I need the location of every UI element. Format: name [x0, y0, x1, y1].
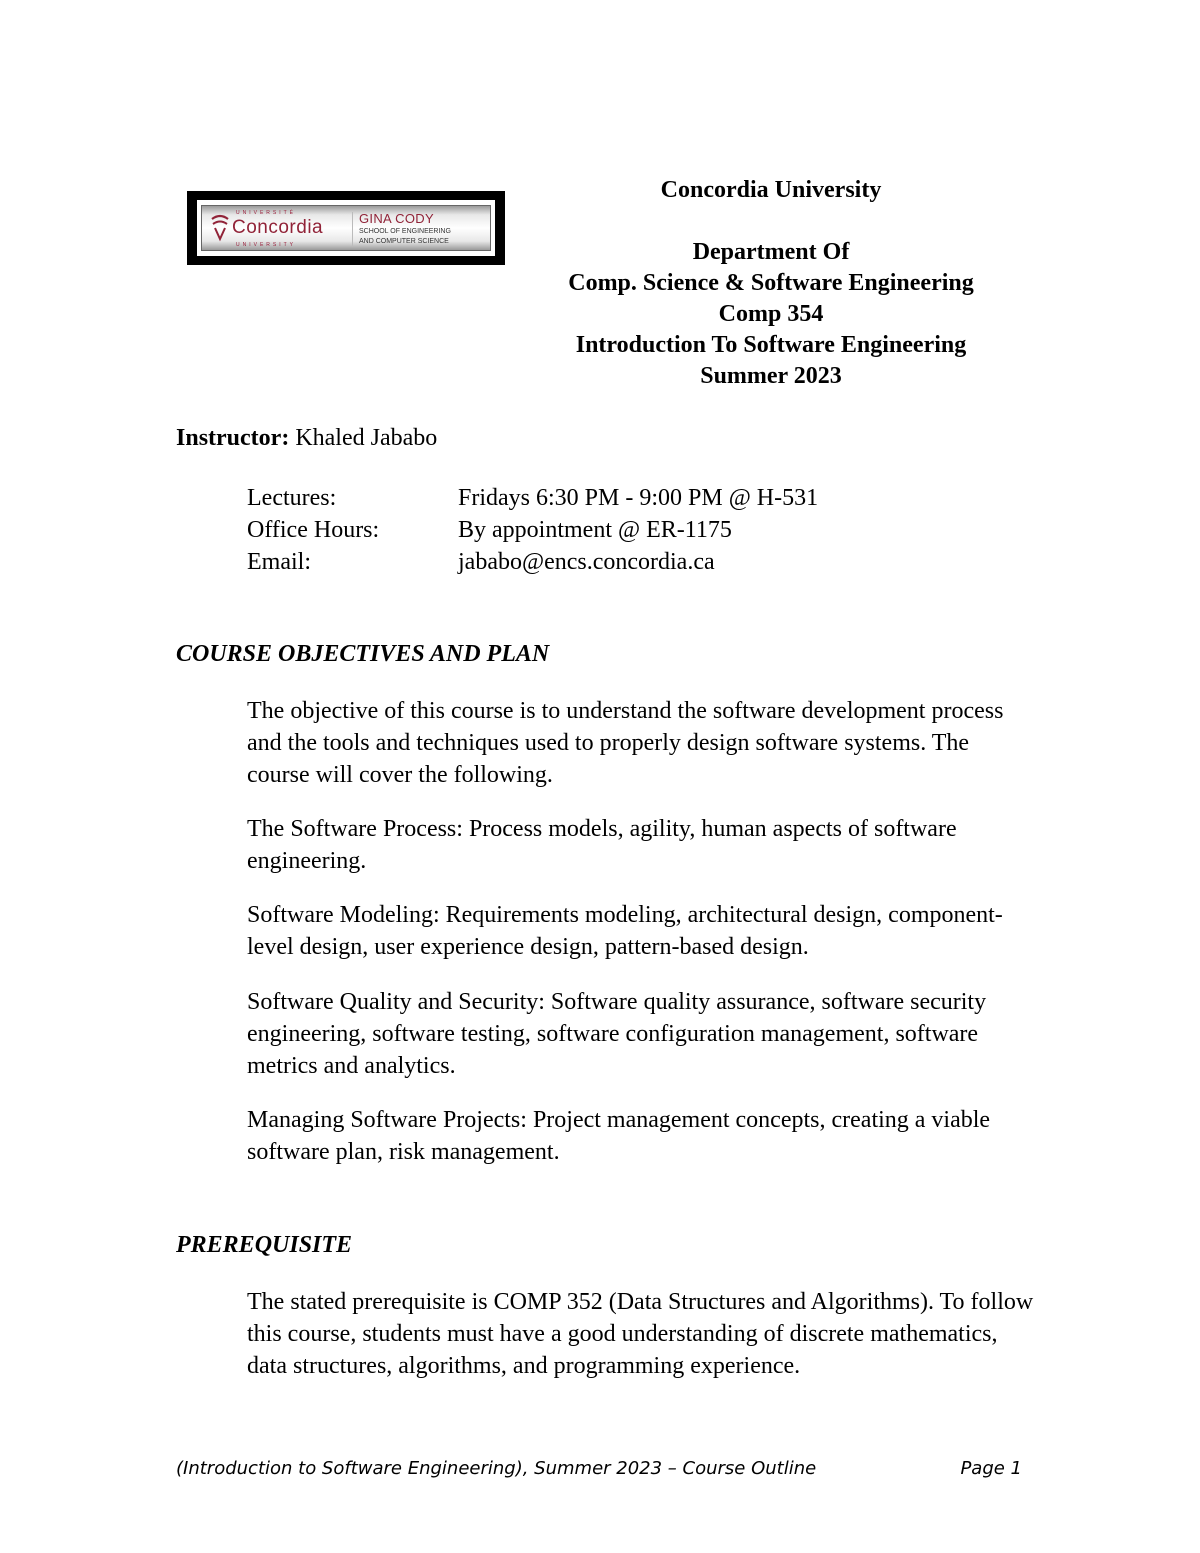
logo-university-word-bottom: UNIVERSITY: [236, 242, 297, 248]
course-code: Comp 354: [718, 301, 824, 327]
course-title: Introduction To Software Engineering: [575, 332, 967, 358]
instructor-name: Khaled Jababo: [295, 425, 438, 451]
objectives-paragraph: Software Modeling: Requirements modeling, architectural design, component-level design, user experience design, pattern-based design.: [247, 902, 1003, 960]
objectives-paragraph: Managing Software Projects: Project management concepts, creating a viable software plan, risk management.: [247, 1107, 991, 1165]
document-header: [470, 175, 1072, 392]
info-label: Office Hours:: [247, 517, 380, 543]
prerequisite-heading: PREREQUISITE: [176, 1232, 353, 1258]
info-value: By appointment @ ER-1175: [458, 517, 732, 543]
email-link[interactable]: jababo@encs.concordia.ca: [458, 549, 715, 575]
university-name: Concordia University: [660, 177, 882, 203]
department-name: Comp. Science & Software Engineering: [568, 270, 974, 296]
objectives-paragraph: Software Quality and Security: Software quality assurance, software security engineering, software testing, software configuration management, software metrics and analytics.: [247, 989, 987, 1079]
university-logo: [187, 191, 505, 265]
logo-university-word: UNIVERSITÉ: [236, 210, 297, 216]
info-label: Email:: [247, 549, 311, 575]
info-label: Lectures:: [247, 485, 337, 511]
instructor-line: [176, 423, 437, 454]
logo-divider: [352, 212, 353, 246]
footer-title: (Introduction to Software Engineering), Summer 2023 – Course Outline: [176, 1458, 817, 1479]
objectives-paragraph: The Software Process: Process models, agility, human aspects of software engineering.: [247, 816, 957, 874]
objectives-heading: COURSE OBJECTIVES AND PLAN: [176, 641, 550, 667]
concordia-emblem-icon: [210, 213, 230, 243]
logo-school-line: SCHOOL OF ENGINEERING: [359, 228, 451, 235]
info-value: Fridays 6:30 PM - 9:00 PM @ H-531: [458, 485, 819, 511]
logo-school-title: GINA CODY: [359, 211, 434, 226]
objectives-paragraph: The objective of this course is to understand the software development process and the tools and techniques used to properly design software systems. The course will cover the following.: [247, 698, 1004, 788]
prerequisite-paragraph: The stated prerequisite is COMP 352 (Data Structures and Algorithms). To follow this course, students must have a good understanding of discrete mathematics, data structures, algorithms, and programming experience.: [247, 1289, 1034, 1379]
logo-name: Concordia: [232, 217, 324, 238]
page-number: Page 1: [960, 1458, 1022, 1479]
department-label: Department Of: [692, 239, 850, 265]
logo-school-line: AND COMPUTER SCIENCE: [359, 238, 449, 245]
course-term: Summer 2023: [700, 363, 842, 389]
instructor-label: Instructor:: [176, 425, 290, 451]
